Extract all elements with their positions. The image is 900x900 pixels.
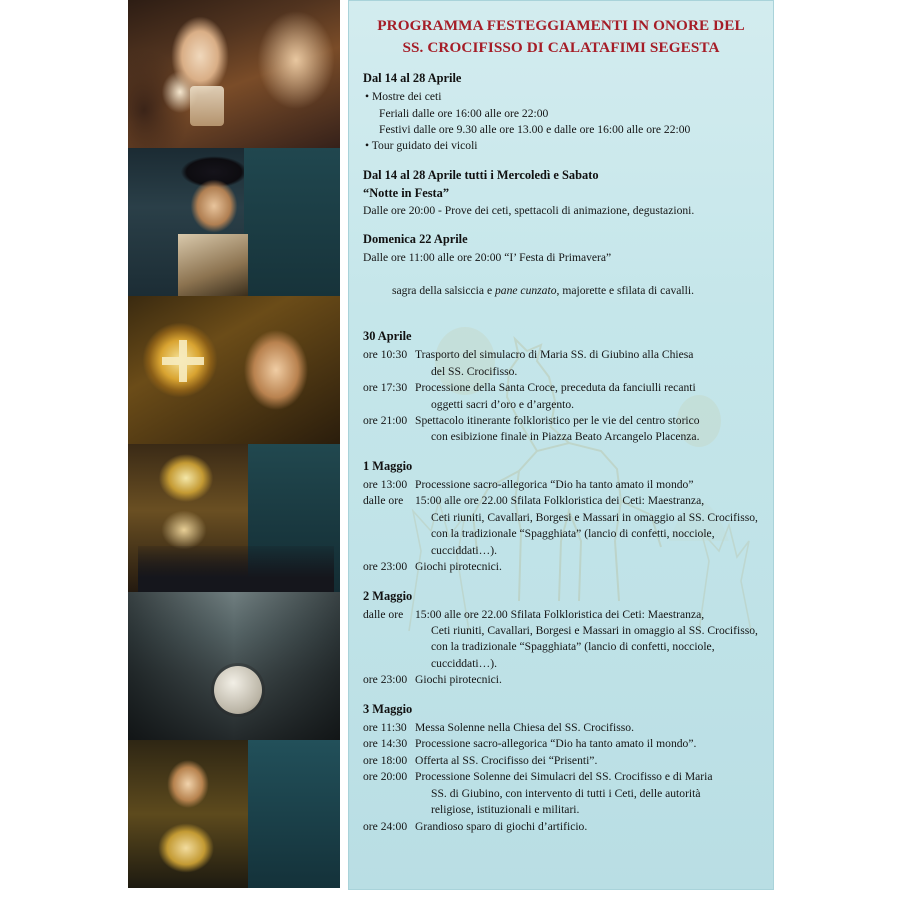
photo-procession-candle — [128, 0, 340, 148]
program-row-time: ore 21:00 — [363, 413, 408, 427]
program-row — [363, 802, 759, 818]
program-row-time — [363, 526, 415, 542]
title-line-2: SS. CROCIFISSO DI CALATAFIMI SEGESTA — [402, 39, 720, 57]
section-line — [363, 267, 759, 316]
section-heading: 3 Maggio — [363, 701, 413, 716]
program-row — [363, 623, 759, 639]
program-row-time — [363, 786, 415, 802]
program-row — [363, 559, 759, 575]
section-line-pre: sagra della salsiccia e — [391, 284, 495, 298]
title-line-1: PROGRAMMA FESTEGGIAMENTI IN ONORE DEL — [377, 17, 745, 34]
program-row — [363, 347, 759, 363]
photo-elder-with-hat — [128, 148, 340, 296]
program-row-desc: Messa Solenne nella Chiesa del SS. Crocifisso. — [415, 720, 634, 734]
program-row-desc: cucciddati…). — [431, 543, 497, 557]
program-content — [349, 1, 773, 835]
section-line: • Tour guidato dei vicoli — [365, 139, 478, 153]
section-heading: Domenica 22 Aprile — [363, 232, 468, 247]
program-row — [363, 477, 759, 493]
program-row — [363, 510, 759, 526]
program-row-time: ore 10:30 — [363, 348, 408, 362]
program-row-desc: religiose, istituzionali e militari. — [431, 803, 580, 817]
program-panel — [348, 0, 774, 890]
program-row-desc: con esibizione finale in Piazza Beato Arcangelo Placenza. — [431, 430, 700, 444]
program-row-desc: Ceti riuniti, Cavallari, Borgesi e Massari in omaggio al SS. Crocifisso, — [431, 624, 758, 638]
program-row-time — [363, 397, 415, 413]
section-line-post: , majorette e sfilata di cavalli. — [556, 284, 694, 298]
program-section — [363, 168, 759, 219]
program-section — [363, 459, 759, 576]
program-row — [363, 786, 759, 802]
program-row-desc: oggetti sacri d’oro e d’argento. — [431, 397, 575, 411]
program-row-desc: Giochi pirotecnici. — [415, 560, 502, 574]
photo-man-with-reliquary — [128, 296, 340, 444]
program-row-time: ore 24:00 — [363, 819, 408, 833]
section-heading: 2 Maggio — [363, 588, 413, 603]
program-row-desc: Giochi pirotecnici. — [415, 673, 502, 687]
program-row-desc: Processione della Santa Croce, preceduta da fanciulli recanti — [415, 381, 696, 395]
section-heading: 30 Aprile — [363, 329, 412, 344]
program-row — [363, 397, 759, 413]
program-row-time: ore 17:30 — [363, 381, 408, 395]
program-row — [363, 364, 759, 380]
program-row-desc: Spettacolo itinerante folkloristico per le vie del centro storico — [415, 413, 700, 427]
program-row-desc: Processione sacro-allegorica “Dio ha tanto amato il mondo” — [415, 477, 694, 491]
section-line-italic: pane cunzato — [495, 284, 557, 298]
program-row — [363, 639, 759, 655]
section-line: Dalle ore 11:00 alle ore 20:00 “I’ Festa di Primavera” — [363, 251, 612, 265]
program-row-time: ore 11:30 — [363, 720, 407, 734]
program-row-time: ore 13:00 — [363, 477, 408, 491]
photo-man-with-statue — [128, 740, 340, 888]
program-row — [363, 720, 759, 736]
program-row — [363, 753, 759, 769]
program-row — [363, 493, 759, 509]
program-row-desc: con la tradizionale “Spagghiata” (lancio di confetti, nocciole, — [431, 527, 715, 541]
program-row-desc: del SS. Crocifisso. — [431, 364, 518, 378]
program-section — [363, 702, 759, 835]
program-row-time — [363, 656, 415, 672]
section-line: Feriali dalle ore 16:00 alle ore 22:00 — [379, 106, 549, 120]
section-heading: 1 Maggio — [363, 458, 413, 473]
program-row — [363, 672, 759, 688]
photo-column — [128, 0, 340, 900]
program-row — [363, 656, 759, 672]
section-line: Dalle ore 20:00 - Prove dei ceti, spettacoli di animazione, degustazioni. — [363, 203, 695, 217]
section-heading: Dal 14 al 28 Aprile — [363, 71, 462, 86]
program-row-time — [363, 623, 415, 639]
section-line: • Mostre dei ceti — [365, 90, 442, 104]
program-row-time: ore 23:00 — [363, 560, 408, 574]
program-row-desc: cucciddati…). — [431, 656, 497, 670]
program-row-desc: Processione Solenne dei Simulacri del SS. Crocifisso e di Maria — [415, 770, 713, 784]
program-section — [363, 329, 759, 446]
program-row-time: ore 18:00 — [363, 753, 408, 767]
program-row-desc: con la tradizionale “Spagghiata” (lancio di confetti, nocciole, — [431, 640, 715, 654]
program-row — [363, 413, 759, 429]
program-row-time — [363, 510, 415, 526]
program-row-time — [363, 802, 415, 818]
program-row-desc: Ceti riuniti, Cavallari, Borgesi e Massari in omaggio al SS. Crocifisso, — [431, 510, 758, 524]
program-row — [363, 543, 759, 559]
section-line: Festivi dalle ore 9.30 alle ore 13.00 e dalle ore 16:00 alle ore 22:00 — [379, 122, 691, 136]
program-row-time: ore 23:00 — [363, 673, 408, 687]
program-row-time: ore 20:00 — [363, 770, 408, 784]
program-row-desc: 15:00 alle ore 22.00 Sfilata Folkloristica dei Ceti: Maestranza, — [415, 607, 705, 621]
program-row — [363, 526, 759, 542]
program-row — [363, 429, 759, 445]
program-row-time — [363, 639, 415, 655]
program-row-desc: Grandioso sparo di giochi d’artificio. — [415, 819, 588, 833]
program-row — [363, 607, 759, 623]
page-title — [367, 15, 755, 59]
photo-street-drums — [128, 592, 340, 740]
program-row — [363, 819, 759, 835]
photo-ceto-ornaments — [128, 444, 340, 592]
program-row-time — [363, 429, 415, 445]
program-section — [363, 71, 759, 155]
program-row — [363, 380, 759, 396]
program-row — [363, 736, 759, 752]
section-subheading: “Notte in Festa” — [363, 185, 450, 200]
program-row-desc: Offerta al SS. Crocifisso dei “Prisenti”. — [415, 753, 598, 767]
program-row — [363, 769, 759, 785]
program-row-desc: 15:00 alle ore 22.00 Sfilata Folkloristica dei Ceti: Maestranza, — [415, 494, 705, 508]
program-row-time — [363, 364, 415, 380]
program-row-desc: SS. di Giubino, con intervento di tutti i Ceti, delle autorità — [431, 786, 701, 800]
section-heading: Dal 14 al 28 Aprile tutti i Mercoledì e Sabato — [363, 167, 599, 182]
program-row-desc: Trasporto del simulacro di Maria SS. di Giubino alla Chiesa — [415, 348, 694, 362]
program-row-desc: Processione sacro-allegorica “Dio ha tanto amato il mondo”. — [415, 737, 697, 751]
program-row-time: dalle ore — [363, 494, 404, 508]
program-row-time: ore 14:30 — [363, 737, 408, 751]
program-row-time: dalle ore — [363, 607, 404, 621]
program-row-time — [363, 543, 415, 559]
program-section — [363, 589, 759, 689]
program-section — [363, 232, 759, 316]
